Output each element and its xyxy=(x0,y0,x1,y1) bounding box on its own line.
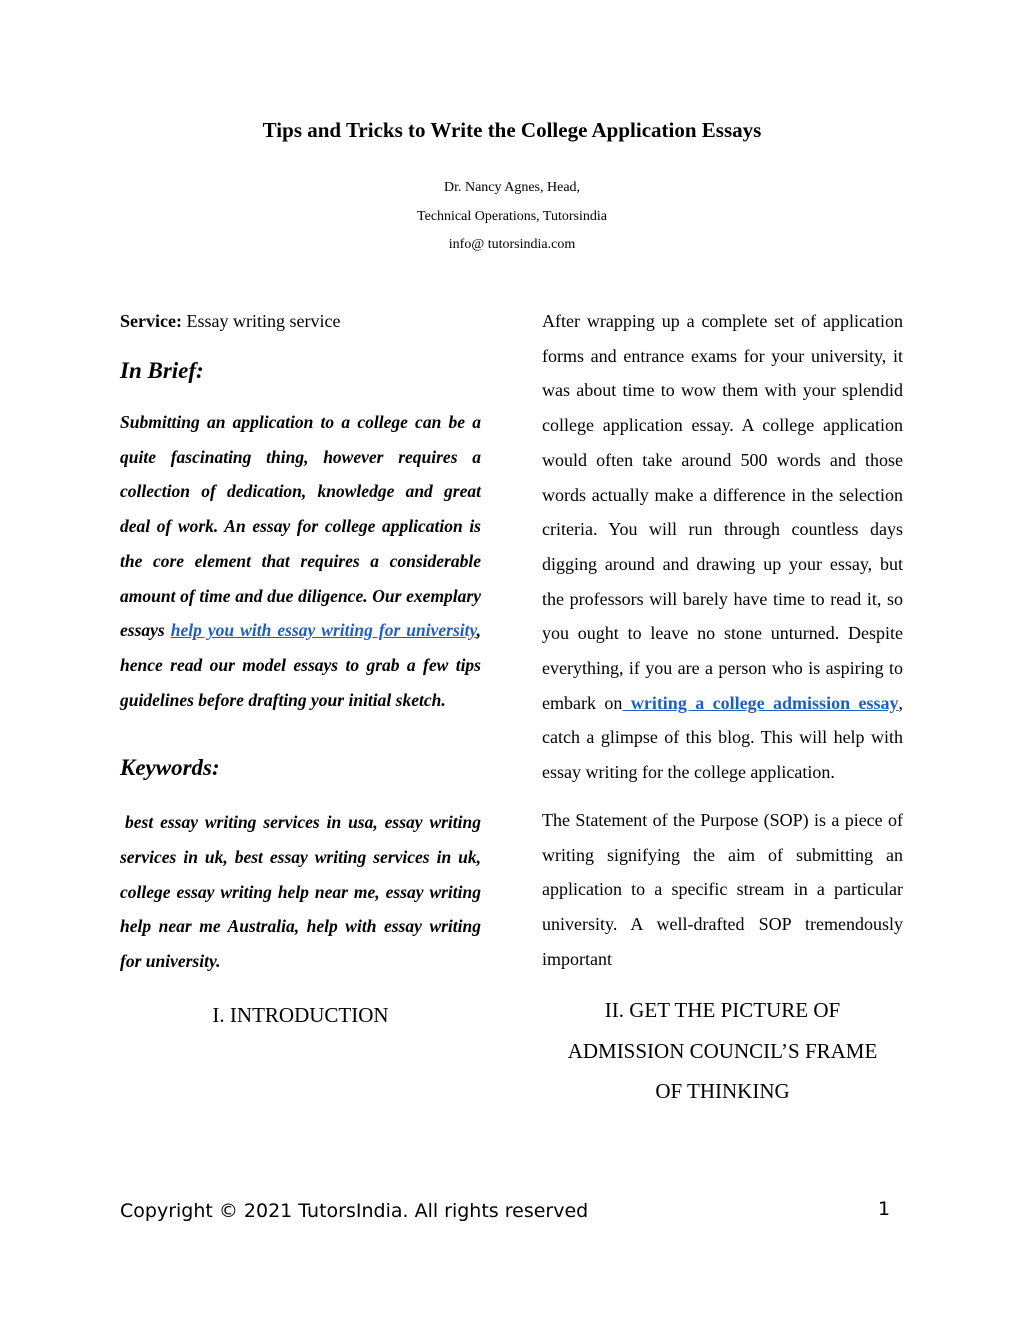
author-name: Dr. Nancy Agnes, Head, xyxy=(443,180,581,195)
in-brief-heading: In Brief: xyxy=(120,358,204,383)
section-2-heading-line-1: II. GET THE PICTURE OF xyxy=(604,998,841,1023)
right-column xyxy=(542,304,903,1112)
intro-paragraph xyxy=(542,304,903,790)
service-line xyxy=(120,304,481,338)
college-admission-essay-link[interactable]: writing a college admission essay xyxy=(622,692,899,713)
page-number: 1 xyxy=(878,1198,891,1220)
keywords-text: best essay writing services in usa, essay writing services in uk, best essay writing services in uk, college essay writing help near me, essay writing help near me Australia, help with essay writing for university. xyxy=(120,812,481,972)
keywords-heading: Keywords: xyxy=(120,755,220,781)
brief-text-part-2: , hence read our model essays to grab a few tips guidelines before drafting your initial sketch. xyxy=(120,620,481,710)
left-column xyxy=(120,304,481,1032)
author-affiliation: Technical Operations, Tutorsindia xyxy=(417,208,607,224)
section-2-heading-line-2: ADMISSION COUNCIL’S FRAME xyxy=(567,1038,878,1063)
brief-text-part-1: Submitting an application to a college can be a quite fascinating thing, however requires a collection of dedication, knowledge and great deal of work. An essay for college application is the core element that requires a considerable amount of time and due diligence. Our exemplary essays xyxy=(120,412,481,641)
section-2-heading xyxy=(542,990,903,1112)
in-brief-text xyxy=(120,405,481,717)
essay-writing-link[interactable]: help you with essay writing for university xyxy=(170,620,477,641)
author-email: info@ tutorsindia.com xyxy=(448,237,576,252)
paper-title: Tips and Tricks to Write the College Application Essays xyxy=(262,118,762,142)
author-block xyxy=(0,174,1024,260)
service-value: Essay writing service xyxy=(181,311,341,331)
intro-text-part-2: , catch a glimpse of this blog. This will help with essay writing for the college application. xyxy=(542,692,903,783)
sop-paragraph: The Statement of the Purpose (SOP) is a piece of writing signifying the aim of submitting an application to a specific stream in a particular university. A well-drafted SOP tremendously important xyxy=(542,809,903,969)
introduction-heading: I. INTRODUCTION xyxy=(212,1002,389,1027)
service-label: Service: xyxy=(120,311,182,331)
copyright-footer: Copyright © 2021 TutorsIndia. All rights reserved xyxy=(120,1200,589,1222)
section-2-heading-line-3: OF THINKING xyxy=(655,1079,790,1104)
intro-text-part-1: After wrapping up a complete set of application forms and entrance exams for your university, it was about time to wow them with your splendid college application essay. A college application would often take around 500 words and those words actually make a difference in the selection criteria. You will run through countless days digging around and drawing up your essay, but the professors will barely have time to read it, so you ought to leave no stone unturned. Despite everything, if you are a person who is aspiring to embark on xyxy=(542,311,903,713)
